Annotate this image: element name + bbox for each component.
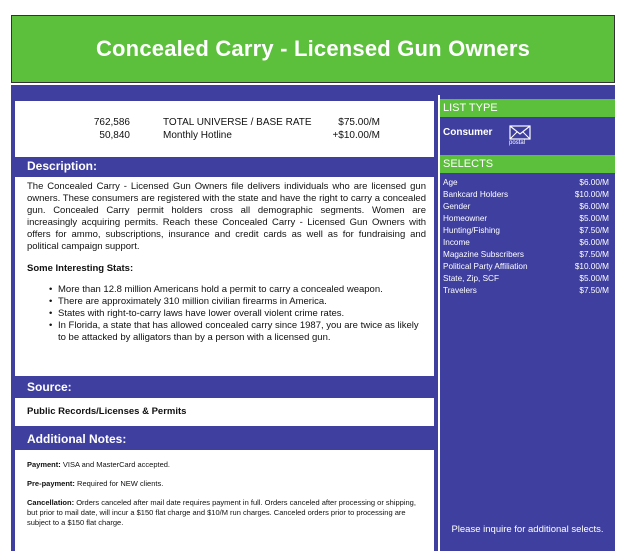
select-price: $5.00/M [579,214,609,223]
selects-heading: SELECTS [440,155,615,173]
select-name: State, Zip, SCF [443,274,499,283]
select-price: $5.00/M [579,274,609,283]
postal-label: postal [509,140,526,146]
select-name: Homeowner [443,214,488,223]
select-name: Political Party Affiliation [443,262,528,271]
datacard [11,0,615,551]
select-price: $7.50/M [579,286,609,295]
cancellation-note [27,498,426,528]
source-value: Public Records/Licenses & Permits [27,406,187,417]
right-column [440,95,615,551]
stats-item: • There are approximately 310 million civilian firearms in America. [49,296,426,308]
left-column [11,95,438,551]
description-heading: Description: [27,159,98,173]
prepayment-text: Required for NEW clients. [77,479,164,488]
rate-count: 762,586 [93,117,130,128]
stats-heading: Some Interesting Stats: [27,263,134,274]
select-name: Travelers [443,286,477,295]
description-box [15,177,434,376]
select-price: $10.00/M [574,262,609,271]
description-text: The Concealed Carry - Licensed Gun Owners file delivers individuals who are licensed gun owners. These consumers are registered with the state and have the right to carry a concealed gun. Concealed Carry permit holders cross all demographic segments. Women are increasingly acquiring permits. Reach these Concealed Carry - Licensed Gun Owners with offers for ammo, subscriptions, insurance and credit cards as well as for fundraising and political campaign support. [27,181,426,252]
select-item [443,273,609,285]
rate-label: Monthly Hotline [163,130,232,141]
rate-count: 50,840 [99,130,130,141]
select-item [443,285,609,297]
select-name: Age [443,178,458,187]
select-price: $6.00/M [579,238,609,247]
select-name: Hunting/Fishing [443,226,500,235]
select-item [443,237,609,249]
stats-item: • More than 12.8 million Americans hold a permit to carry a concealed weapon. [49,284,426,296]
rate-amount: +$10.00/M [332,130,380,141]
list-type-heading: LIST TYPE [440,99,615,117]
selects-list [443,177,609,297]
rate-row [15,130,434,143]
select-name: Magazine Subscribers [443,250,525,259]
source-heading: Source: [27,380,72,394]
select-item [443,189,609,201]
page-title: Concealed Carry - Licensed Gun Owners [95,36,531,61]
select-name: Bankcard Holders [443,190,509,199]
prepayment-note [27,479,426,489]
select-item [443,225,609,237]
title-banner [11,15,615,83]
select-name: Income [443,238,470,247]
payment-note [27,460,426,470]
divider-band [11,85,615,95]
select-name: Gender [443,202,471,211]
select-price: $7.50/M [579,250,609,259]
inquire-note: Please inquire for additional selects. [451,524,604,535]
select-item [443,201,609,213]
notes-box [15,450,434,551]
stats-item: • States with right-to-carry laws have lower overall violent crime rates. [49,308,426,320]
select-item [443,213,609,225]
notes-heading: Additional Notes: [27,432,127,446]
rates-box [15,101,434,157]
stats-item: • In Florida, a state that has allowed concealed carry since 1987, you are twice as likely to be attacked by alligators than by a person with a licensed gun. [49,320,426,344]
select-price: $6.00/M [579,202,609,211]
select-item [443,249,609,261]
payment-text: VISA and MasterCard accepted. [62,460,171,469]
select-price: $6.00/M [579,178,609,187]
select-price: $10.00/M [574,190,609,199]
rate-amount: $75.00/M [338,117,380,128]
payment-label: Payment: [27,460,61,469]
select-item [443,261,609,273]
prepayment-label: Pre-payment: [27,479,75,488]
select-item [443,177,609,189]
rate-label: TOTAL UNIVERSE / BASE RATE [163,117,312,128]
stats-list [27,284,426,344]
source-box [15,398,434,426]
rate-row [15,117,434,130]
list-type-value: Consumer [443,127,493,138]
select-price: $7.50/M [579,226,609,235]
cancellation-text: Orders canceled after mail date requires payment in full. Orders canceled after processing or shipping, but prior to mail date, will incur a $150 flat charge and $10/M run charges. Canceled orders prior to processing are subject to a $150 flat charge. [27,498,416,527]
cancellation-label: Cancellation: [27,498,75,507]
